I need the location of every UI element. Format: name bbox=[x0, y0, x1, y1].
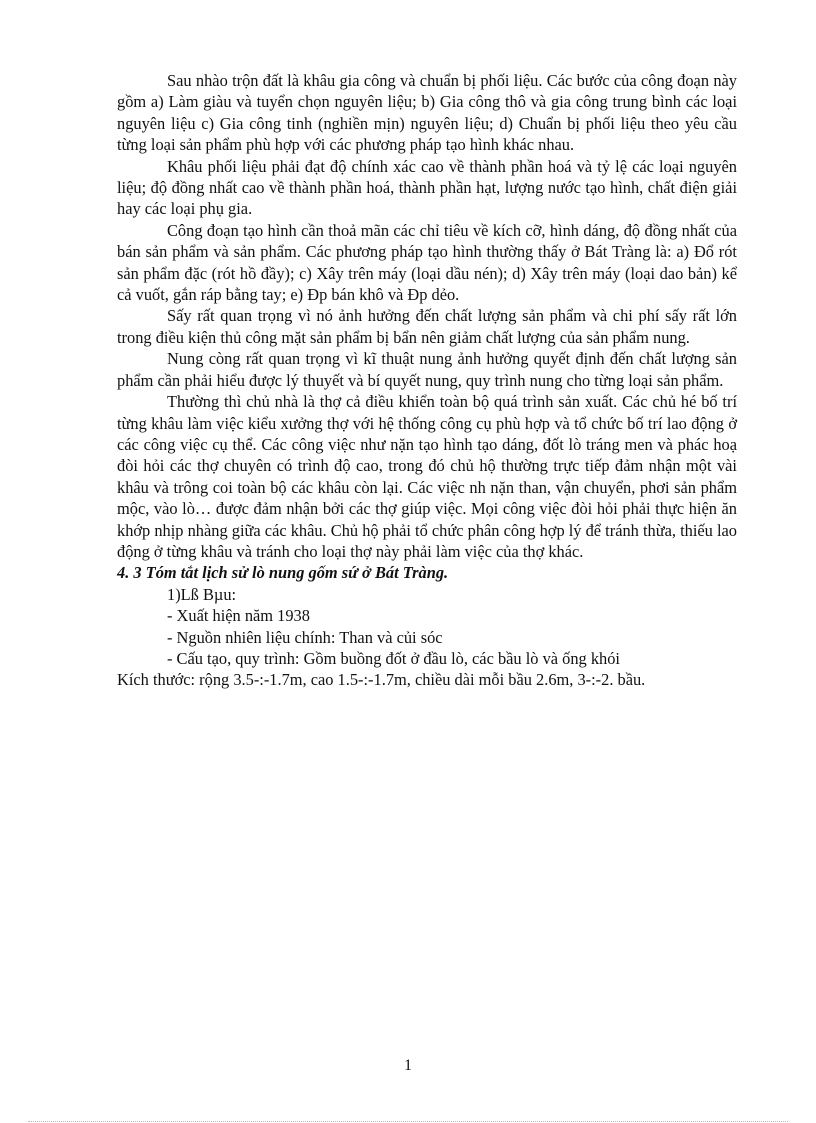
paragraph-drying: Sấy rất quan trọng vì nó ảnh hưởng đến chất lượng sản phẩm và chi phí sấy rất lớn trong điều kiện thủ công mặt sản phẩm bị bẩn nên giảm chất lượng của sản phẩm nung. bbox=[117, 306, 737, 347]
kiln-item-fuel: - Nguồn nhiên liệu chính: Than và củi sóc bbox=[167, 627, 443, 647]
page-number: 1 bbox=[404, 1057, 412, 1074]
paragraph-firing: Nung còng rất quan trọng vì kĩ thuật nung ảnh hưởng quyết định đến chất lượng sản phẩm cần phải hiểu được lý thuyết và bí quyết nung, quy trình nung cho từng loại sản phẩm. bbox=[117, 349, 737, 390]
paragraph-shaping: Công đoạn tạo hình cần thoả mãn các chỉ tiêu về kích cỡ, hình dáng, độ đồng nhất của bán sản phẩm và sản phẩm. Các phương pháp tạo hình thường thấy ở Bát Tràng là: a) Đổ rót sản phẩm đặc (rót hồ đầy); c) Xây trên máy (loại dầu nén); d) Xây trên máy (loại dao bản) kể cả vuốt, gắn ráp bằng tay; e) Đp bán khô và Đp dẻo. bbox=[117, 220, 737, 305]
page-body bbox=[117, 70, 737, 691]
paragraph-mix-accuracy: Khâu phối liệu phải đạt độ chính xác cao về thành phần hoá và tỷ lệ các loại nguyên liệu; độ đồng nhất cao về thành phần hoá, thành phần hạt, lượng nước tạo hình, chất điện giải hay các loại phụ gia. bbox=[117, 156, 737, 219]
paragraph-labor-organization: Thường thì chủ nhà là thợ cả điều khiển toàn bộ quá trình sản xuất. Các chủ hé bố trí từng khâu làm việc kiểu xưởng thợ với hệ thống công cụ phù hợp và tổ chức bố trí lao động ở các công việc cụ thể. Các công việc như nặn tạo hình tạo dáng, đốt lò tráng men và phác hoạ đòi hỏi các thợ chuyên có trình độ cao, trong đó chủ hộ thường trực tiếp đảm nhận một vài khâu và trông coi toàn bộ các khâu còn lại. Các việc nh nặn than, vận chuyển, phơi sản phẩm mộc, vào lò… được đảm nhận bởi các thợ giúp việc. Mọi công việc đòi hỏi phải thực hiện ăn khớp nhịp nhàng giữa các khâu. Chủ hộ phải tổ chức phân công hợp lý để tránh thừa, thiếu lao động ở từng khâu và tránh cho loại thợ này phải làm việc của thợ khác. bbox=[117, 392, 737, 561]
kiln-item-structure: - Cấu tạo, quy trình: Gồm buồng đốt ở đầu lò, các bầu lò và ống khói bbox=[167, 648, 620, 668]
page-bottom-divider bbox=[28, 1121, 788, 1122]
kiln-dimensions: Kích thước: rộng 3.5-:-1.7m, cao 1.5-:-1.7m, chiều dài mỗi bầu 2.6m, 3-:-2. bầu. bbox=[117, 670, 646, 690]
kiln-item-origin: - Xuất hiện năm 1938 bbox=[167, 606, 310, 626]
paragraph-material-prep: Sau nhào trộn đất là khâu gia công và chuẩn bị phối liệu. Các bước của công đoạn này gồm a) Làm giàu và tuyển chọn nguyên liệu; b) Gia công thô và gia công trung bình các loại nguyên liệu c) Gia công tinh (nghiền mịn) nguyên liệu; d) Chuẩn bị phối liệu theo yêu cầu từng loại sản phẩm phù hợp với các phương pháp tạo hình khác nhau. bbox=[117, 71, 737, 155]
kiln-name: 1)Lß Bµu: bbox=[167, 584, 237, 604]
section-heading: 4. 3 Tóm tắt lịch sử lò nung gốm sứ ở Bát Tràng. bbox=[117, 563, 449, 583]
